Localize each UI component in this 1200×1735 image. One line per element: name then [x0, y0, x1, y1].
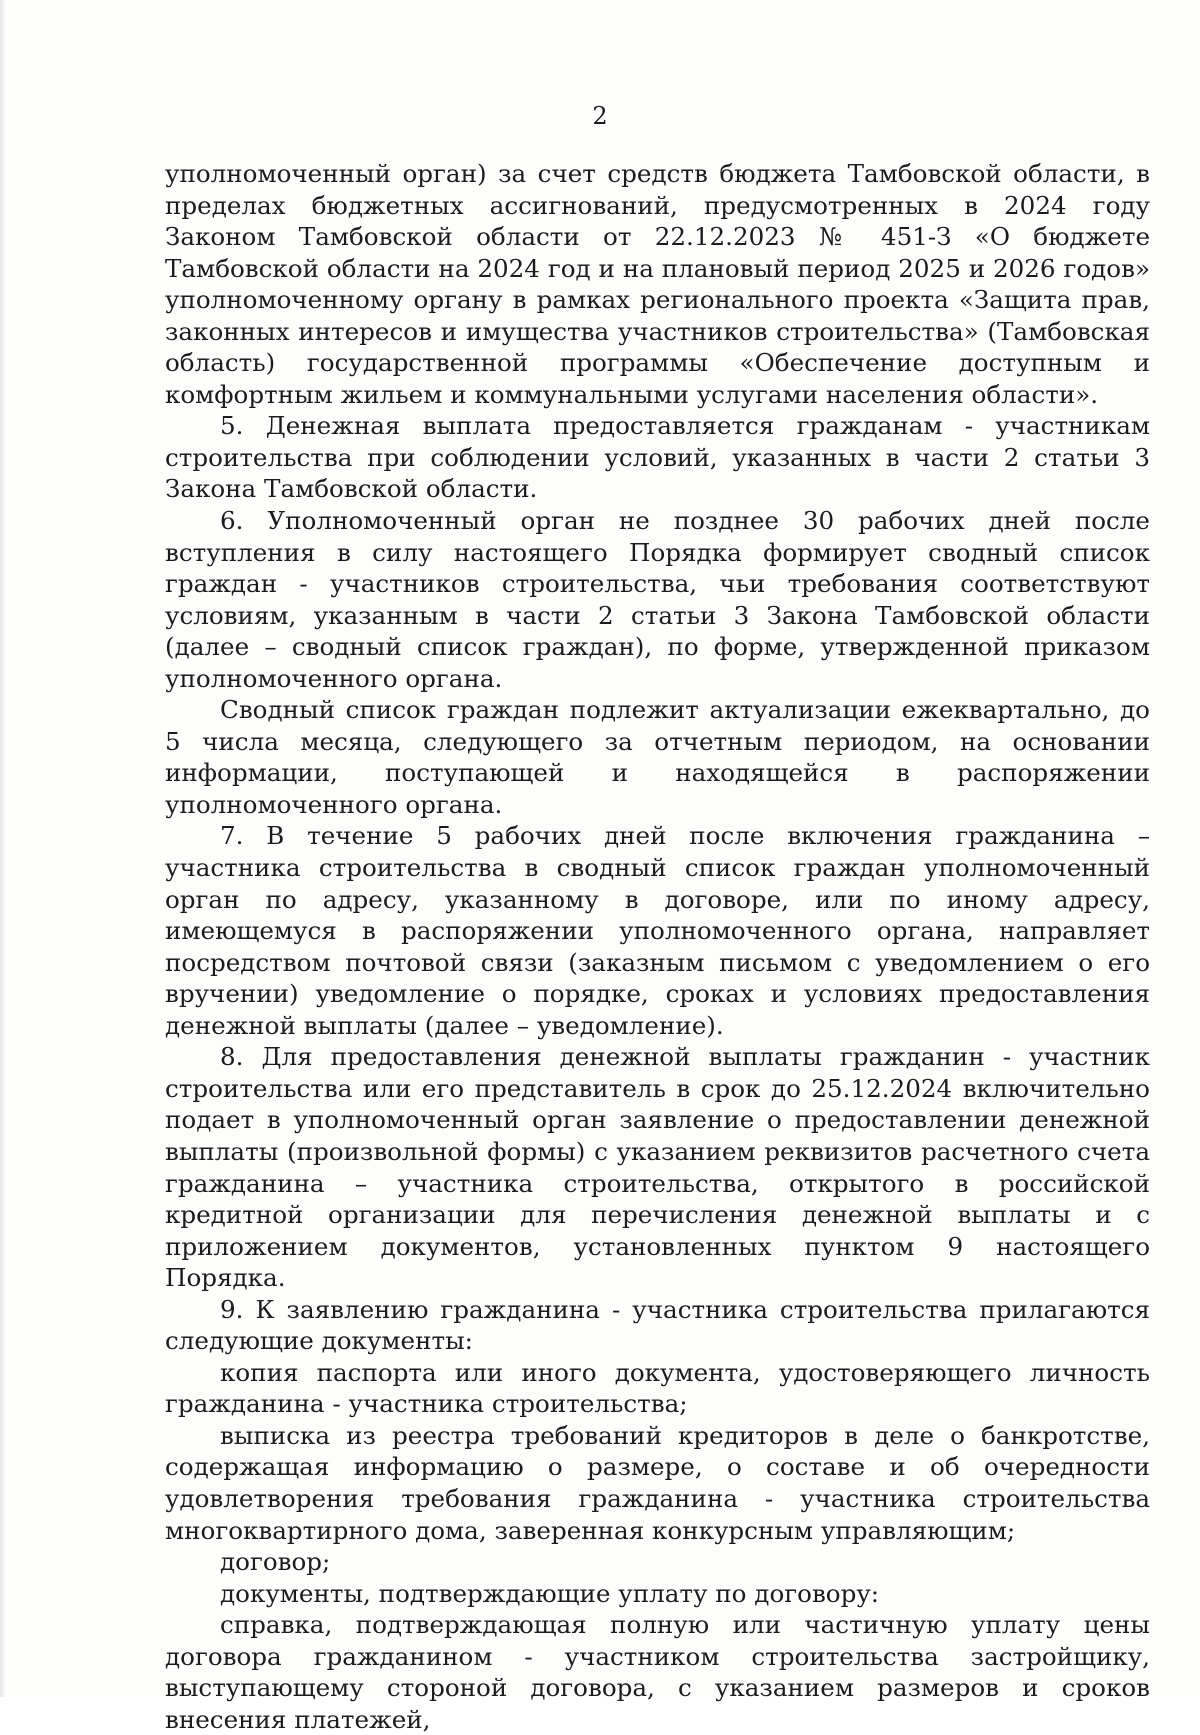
- list-item-contract: договор;: [220, 1547, 331, 1577]
- paragraph-item-6: 6. Уполномоченный орган не позднее 30 рабочих дней после вступления в силу настоящего Порядка формирует сводный список граждан - участников строительства, чьи требования соответствуют условиям, указанным в части 2 статьи 3 Закона Тамбовской области (далее – сводный список граждан), по форме, утвержденной приказом уполномоченного органа.: [165, 506, 1150, 693]
- page-number: 2: [592, 102, 608, 130]
- paragraph-item-9: 9. К заявлению гражданина - участника строительства прилагаются следующие документы:: [165, 1294, 1150, 1356]
- paragraph-item-5: 5. Денежная выплата предоставляется гражданам - участникам строительства при соблюдении условий, указанных в части 2 статьи 3 Закона Тамбовской области.: [165, 411, 1150, 504]
- paragraph-item-6-update: Сводный список граждан подлежит актуализации ежеквартально, до 5 числа месяца, следующего за отчетным периодом, на основании информации, поступающей и находящейся в распоряжении уполномоченного органа.: [165, 695, 1150, 819]
- scan-edge-shadow: [0, 0, 6, 1697]
- paragraph-continuation: уполномоченный орган) за счет средств бюджета Тамбовской области, в пределах бюджетных ассигнований, предусмотренных в 2024 году Законом Тамбовской области от 22.12.2023 № 451-З «О бюджете Тамбовской области на 2024 год и на плановый период 2025 и 2026 годов» уполномоченному органу в рамках регионального проекта «Защита прав, законных интересов и имущества участников строительства» (Тамбовская область) государственной программы «Обеспечение доступным и комфортным жильем и коммунальными услугами населения области».: [165, 159, 1150, 409]
- document-body: [165, 158, 1150, 1735]
- paragraph-item-8: 8. Для предоставления денежной выплаты гражданин - участник строительства или его представитель в срок до 25.12.2024 включительно подает в уполномоченный орган заявление о предоставлении денежной выплаты (произвольной формы) с указанием реквизитов расчетного счета гражданина – участника строительства, открытого в российской кредитной организации для перечисления денежной выплаты и с приложением документов, установленных пунктом 9 настоящего Порядка.: [165, 1042, 1150, 1293]
- list-item-passport: копия паспорта или иного документа, удостоверяющего личность гражданина - участника строительства;: [165, 1357, 1150, 1419]
- paragraph-item-7: 7. В течение 5 рабочих дней после включения гражданина – участника строительства в сводный список граждан уполномоченный орган по адресу, указанному в договоре, или по иному адресу, имеющемуся в распоряжении уполномоченного органа, направляет посредством почтовой связи (заказным письмом с уведомлением о его вручении) уведомление о порядке, сроках и условиях предоставления денежной выплаты (далее – уведомление).: [165, 821, 1150, 1040]
- list-item-registry-extract: выписка из реестра требований кредиторов в деле о банкротстве, содержащая информацию о размере, о составе и об очередности удовлетворения требования гражданина - участника строительства многоквартирного дома, заверенная конкурсным управляющим;: [165, 1420, 1150, 1545]
- list-item-payment-documents: документы, подтверждающие уплату по договору:: [220, 1578, 880, 1608]
- list-item-payment-certificate: справка, подтверждающая полную или частичную уплату цены договора гражданином - участником строительства застройщику, выступающему стороной договора, с указанием размеров и сроков внесения платежей,: [165, 1610, 1150, 1734]
